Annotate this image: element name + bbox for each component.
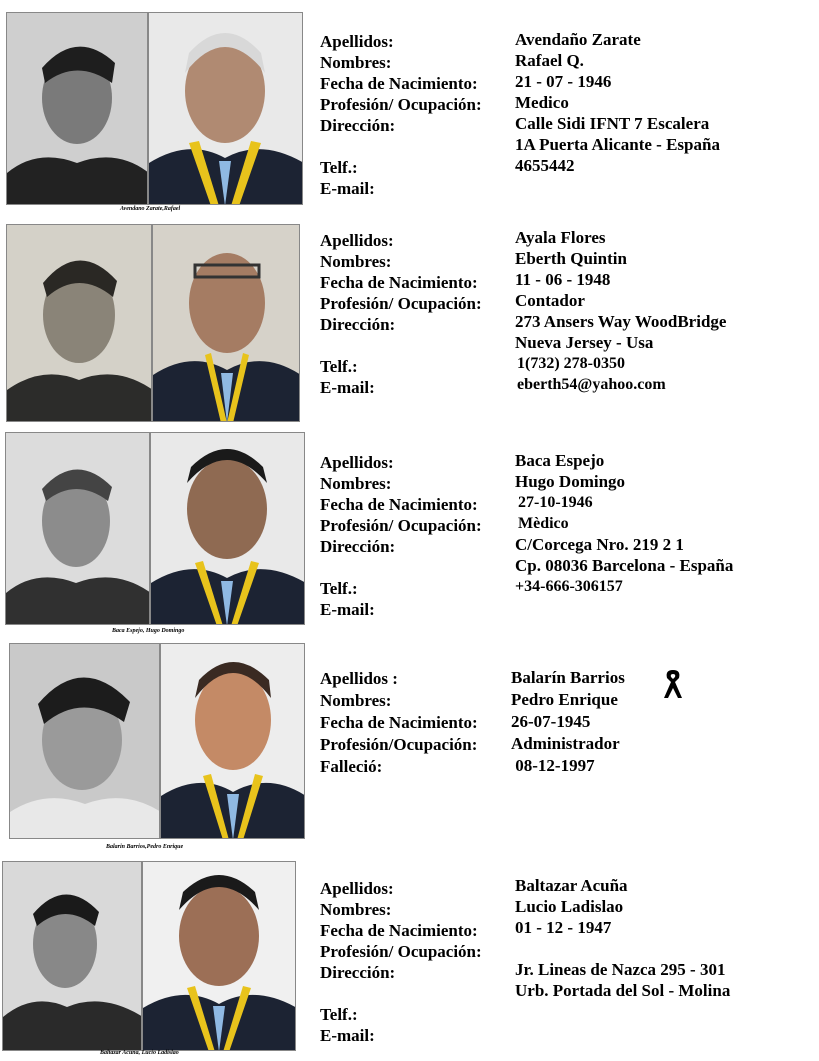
label-profesion: Profesión/ Ocupación:	[320, 294, 482, 313]
photo-caption: Balarin Barrios,Pedro Enrique	[106, 844, 184, 850]
label-profesion: Profesión/Ocupación:	[320, 735, 478, 754]
value-profesion: Administrador	[511, 734, 620, 753]
field-labels	[320, 31, 482, 199]
field-labels	[320, 230, 482, 398]
value-nombres: Pedro Enrique	[511, 690, 618, 709]
value-apellidos: Baltazar Acuña	[515, 876, 628, 895]
label-fecha: Fecha de Nacimiento:	[320, 74, 478, 93]
value-fecha: 01 - 12 - 1947	[515, 918, 612, 937]
value-nombres: Eberth Quintin	[515, 249, 627, 268]
label-direccion: Dirección:	[320, 315, 396, 334]
cadet-photo	[5, 432, 150, 625]
field-values	[515, 450, 733, 618]
label-telf: Telf.:	[320, 357, 358, 376]
field-values	[511, 667, 625, 777]
label-apellidos: Apellidos :	[320, 669, 398, 688]
label-fecha: Fecha de Nacimiento:	[320, 713, 478, 732]
label-blank	[320, 136, 482, 157]
cadet-photo	[9, 643, 160, 839]
label-direccion: Dirección:	[320, 537, 396, 556]
value-nombres: Lucio Ladislao	[515, 897, 624, 916]
label-email: E-mail:	[320, 600, 375, 619]
field-values	[515, 227, 726, 395]
alumni-entry-1	[0, 0, 819, 220]
label-apellidos: Apellidos:	[320, 453, 394, 472]
label-nombres: Nombres:	[320, 53, 392, 72]
label-telf: Telf.:	[320, 158, 358, 177]
value-email	[515, 1022, 730, 1043]
field-labels	[320, 668, 478, 778]
alumni-entry-3	[0, 430, 819, 640]
portrait-photo	[160, 643, 305, 839]
cadet-photo	[6, 12, 148, 205]
label-apellidos: Apellidos:	[320, 32, 394, 51]
label-nombres: Nombres:	[320, 252, 392, 271]
label-direccion: Dirección:	[320, 963, 396, 982]
value-direccion: 273 Ansers Way WoodBridge	[515, 312, 727, 331]
value-direccion-2: Cp. 08036 Barcelona - España	[515, 556, 734, 575]
photo-caption: Baltazar Acuna, Lucio Ladislao	[100, 1050, 179, 1056]
value-direccion: Jr. Lineas de Nazca 295 - 301	[515, 960, 726, 979]
label-nombres: Nombres:	[320, 691, 392, 710]
label-blank	[320, 557, 482, 578]
portrait-photo	[142, 861, 296, 1051]
label-email: E-mail:	[320, 1026, 375, 1045]
label-profesion: Profesión/ Ocupación:	[320, 95, 482, 114]
value-profesion: Mèdico	[518, 515, 569, 532]
value-profesion	[515, 938, 730, 959]
alumni-entry-5	[0, 855, 819, 1061]
label-telf: Telf.:	[320, 579, 358, 598]
label-nombres: Nombres:	[320, 474, 392, 493]
value-email	[515, 597, 733, 618]
label-profesion: Profesión/ Ocupación:	[320, 516, 482, 535]
alumni-entry-4	[0, 640, 819, 855]
photo-caption: Baca Espejo, Hugo Domingo	[112, 628, 185, 634]
value-apellidos: Ayala Flores	[515, 228, 606, 247]
value-fecha: 26-07-1945	[511, 712, 591, 731]
value-fecha: 21 - 07 - 1946	[515, 72, 612, 91]
portrait-photo	[152, 224, 300, 422]
value-fallecio: 08-12-1997	[511, 756, 595, 775]
cadet-photo	[6, 224, 152, 422]
cadet-photo	[2, 861, 142, 1051]
portrait-photo	[148, 12, 303, 205]
label-apellidos: Apellidos:	[320, 879, 394, 898]
field-values	[515, 875, 730, 1043]
label-fecha: Fecha de Nacimiento:	[320, 273, 478, 292]
black-ribbon-icon	[662, 668, 684, 700]
value-nombres: Rafael Q.	[515, 51, 584, 70]
label-fecha: Fecha de Nacimiento:	[320, 921, 478, 940]
field-labels	[320, 878, 482, 1046]
label-nombres: Nombres:	[320, 900, 392, 919]
value-direccion: C/Corcega Nro. 219 2 1	[515, 535, 684, 554]
photo-caption: Avendano Zarate,Rafael	[120, 206, 181, 212]
alumni-entry-2	[0, 220, 819, 430]
label-telf: Telf.:	[320, 1005, 358, 1024]
value-apellidos: Baca Espejo	[515, 451, 605, 470]
label-blank	[320, 983, 482, 1004]
value-direccion: Calle Sidi IFNT 7 Escalera	[515, 114, 710, 133]
label-fallecio: Falleció:	[320, 757, 383, 776]
value-direccion-2: 1A Puerta Alicante - España	[515, 135, 720, 154]
value-email	[515, 176, 720, 197]
label-profesion: Profesión/ Ocupación:	[320, 942, 482, 961]
label-fecha: Fecha de Nacimiento:	[320, 495, 478, 514]
value-fecha: 11 - 06 - 1948	[515, 270, 611, 289]
label-email: E-mail:	[320, 378, 375, 397]
field-labels	[320, 452, 482, 620]
value-nombres: Hugo Domingo	[515, 472, 626, 491]
value-email[interactable]: eberth54@yahoo.com	[517, 376, 666, 393]
value-apellidos: Balarín Barrios	[511, 668, 625, 687]
value-direccion-2: Urb. Portada del Sol - Molina	[515, 981, 731, 1000]
value-fecha: 27-10-1946	[518, 494, 593, 511]
label-apellidos: Apellidos:	[320, 231, 394, 250]
value-profesion: Medico	[515, 93, 569, 112]
value-apellidos: Avendaño Zarate	[515, 30, 641, 49]
value-profesion: Contador	[515, 291, 585, 310]
label-blank	[320, 335, 482, 356]
value-telf: 4655442	[515, 156, 575, 175]
value-telf: +34-666-306157	[515, 578, 623, 595]
value-telf	[515, 1001, 730, 1022]
portrait-photo	[150, 432, 305, 625]
value-direccion-2: Nueva Jersey - Usa	[515, 333, 654, 352]
value-telf: 1(732) 278-0350	[517, 355, 625, 372]
label-direccion: Dirección:	[320, 116, 396, 135]
field-values	[515, 29, 720, 197]
label-email: E-mail:	[320, 179, 375, 198]
